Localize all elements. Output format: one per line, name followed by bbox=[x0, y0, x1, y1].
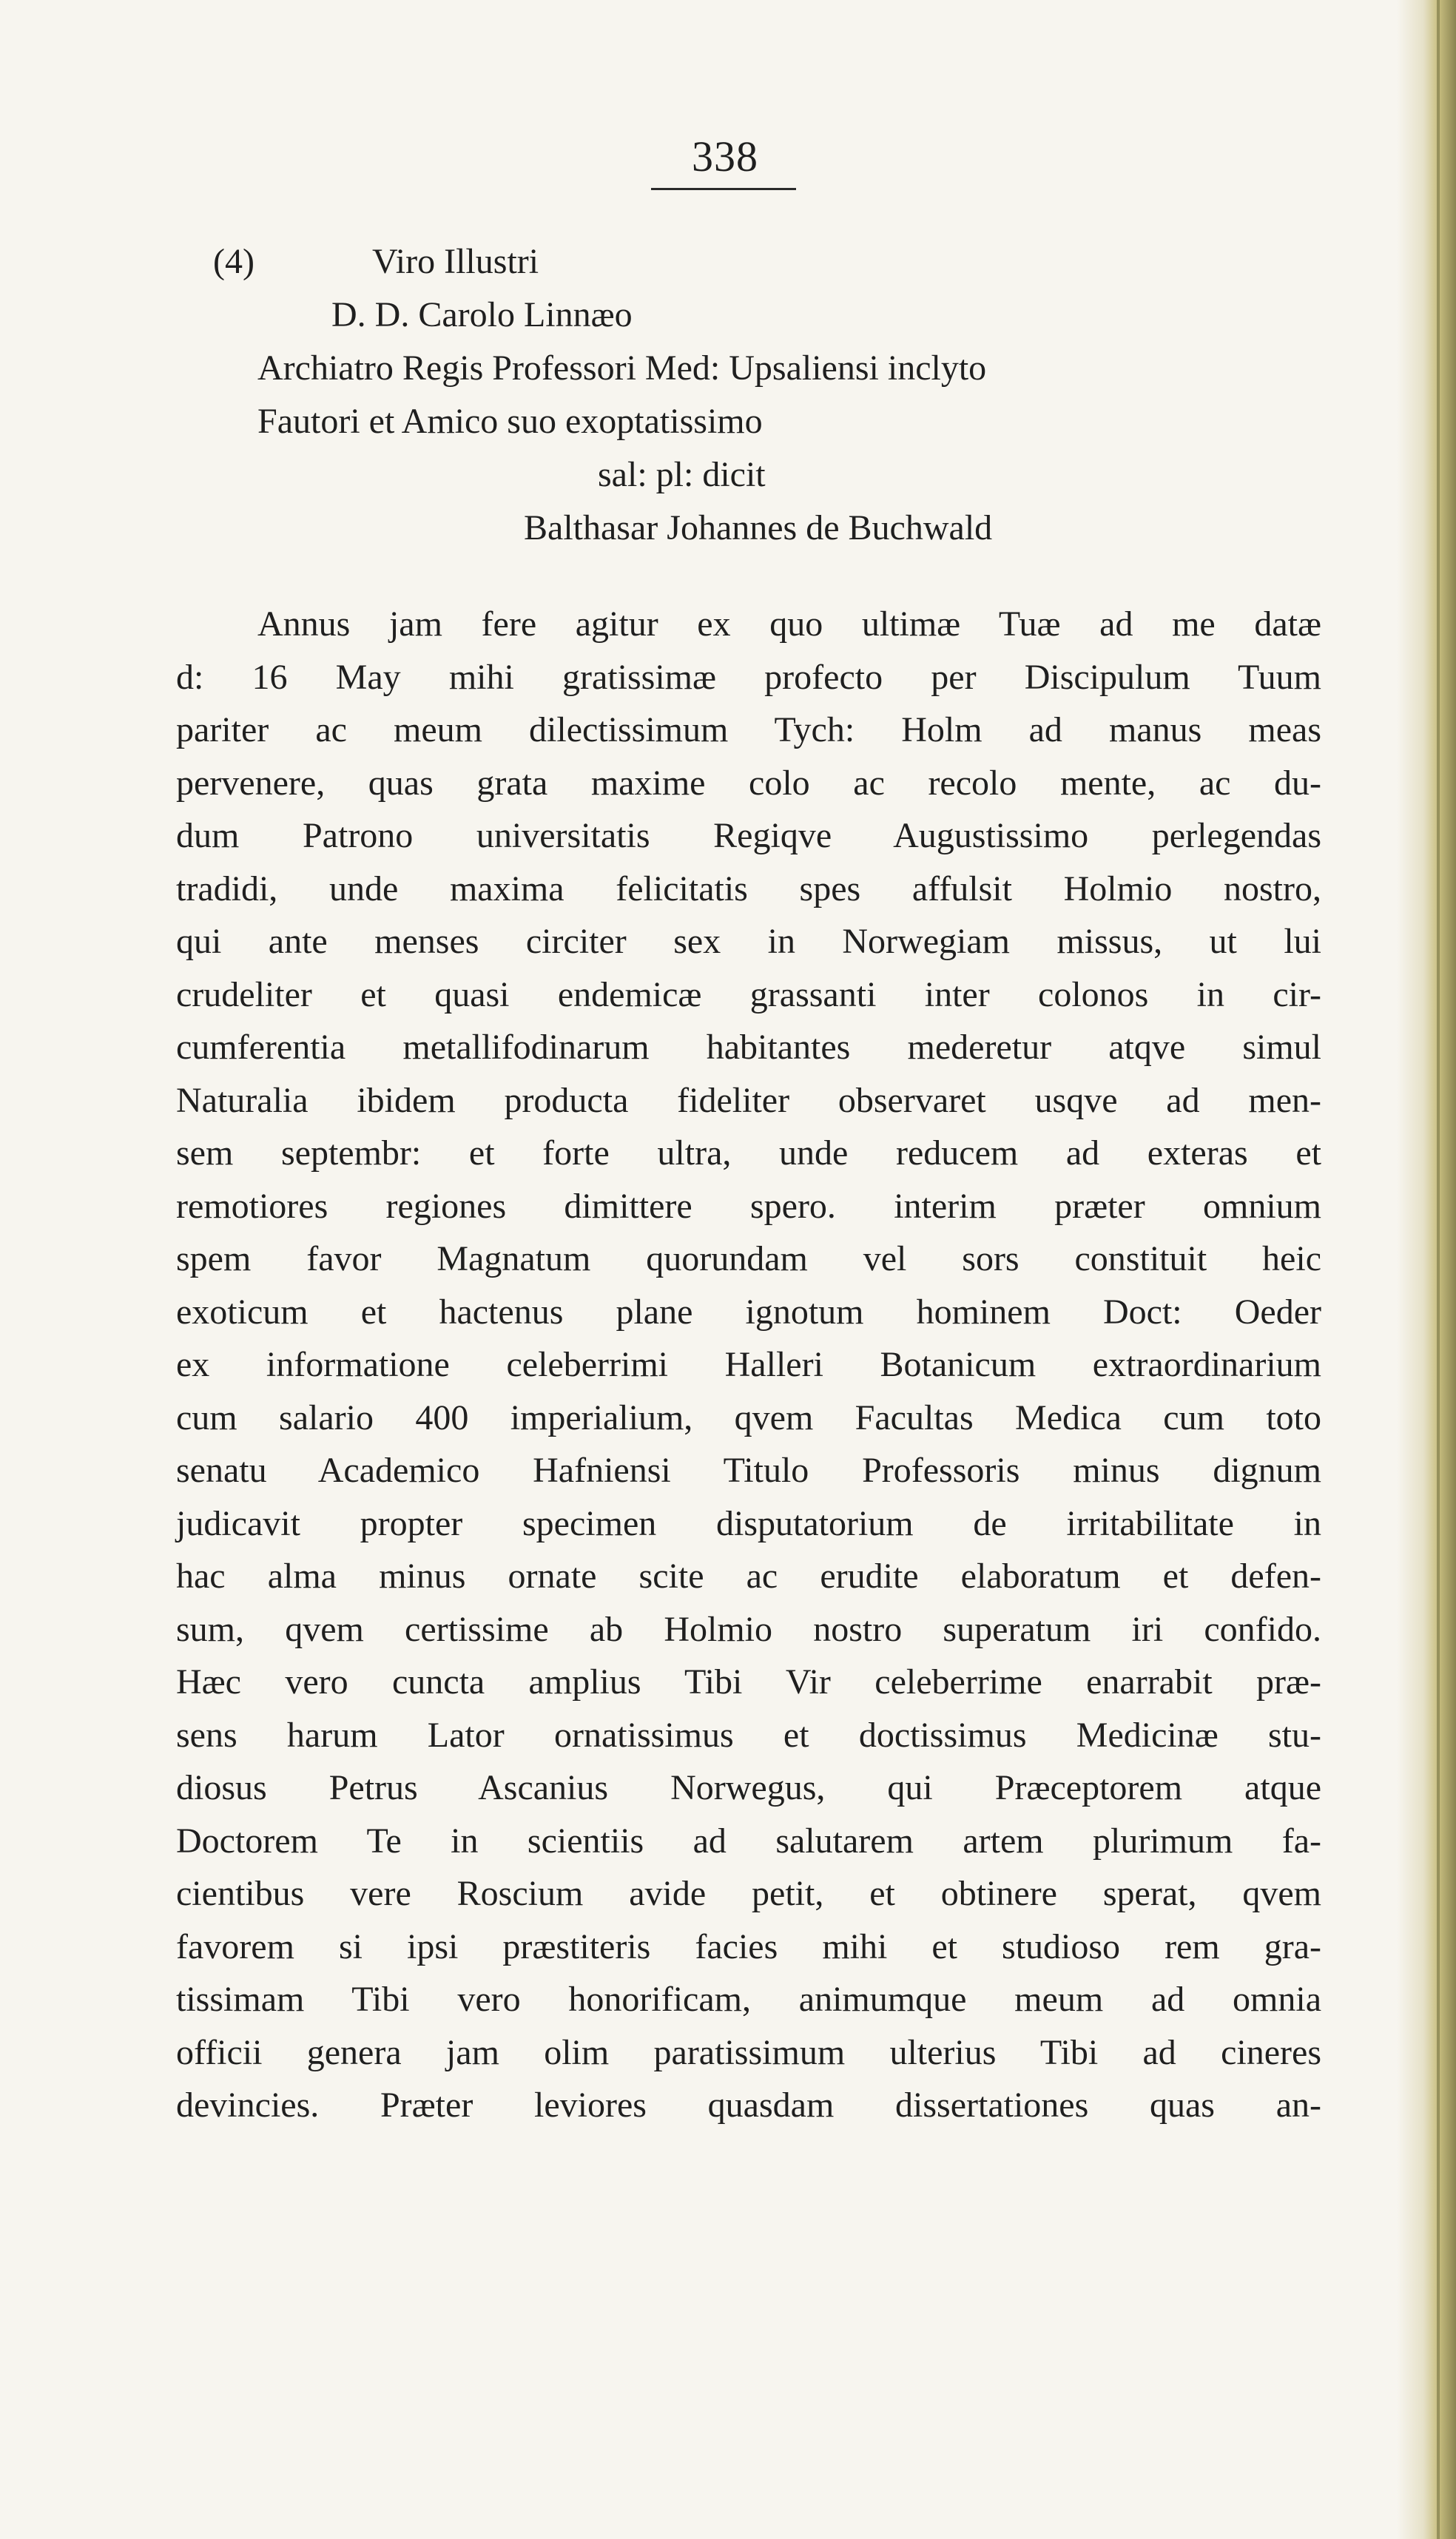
body-line: cientibus vere Roscium avide petit, et obtinere sperat, qvem bbox=[176, 1874, 1321, 1913]
page-edge-shadow bbox=[1397, 0, 1456, 2539]
body-line: pervenere, quas grata maxime colo ac recolo mente, ac du- bbox=[176, 763, 1321, 803]
body-line: Hæc vero cuncta amplius Tibi Vir celeberrime enarrabit præ- bbox=[176, 1662, 1321, 1702]
body-line: exoticum et hactenus plane ignotum hominem Doct: Oeder bbox=[176, 1292, 1321, 1332]
body-line: qui ante menses circiter sex in Norwegiam missus, ut lui bbox=[176, 922, 1321, 961]
body-line: Annus jam fere agitur ex quo ultimæ Tuæ ad me datæ bbox=[257, 604, 1321, 644]
salutation: Viro Illustri bbox=[372, 242, 539, 281]
body-line: Doctorem Te in scientiis ad salutarem artem plurimum fa- bbox=[176, 1821, 1321, 1861]
greeting: sal: pl: dicit bbox=[598, 455, 766, 494]
page-number: 338 bbox=[692, 132, 758, 181]
letter-number: (4) bbox=[213, 242, 255, 281]
body-line: senatu Academico Hafniensi Titulo Professoris minus dignum bbox=[176, 1451, 1321, 1490]
letter-heading bbox=[213, 235, 1286, 555]
body-line: dum Patrono universitatis Regiqve Augustissimo perlegendas bbox=[176, 816, 1321, 855]
body-line: judicavit propter specimen disputatorium de irritabilitate in bbox=[176, 1503, 1321, 1543]
body-line: hac alma minus ornate scite ac erudite elaboratum et defen- bbox=[176, 1557, 1321, 1596]
body-line: sem septembr: et forte ultra, unde reducem ad exteras et bbox=[176, 1133, 1321, 1173]
body-line: diosus Petrus Ascanius Norwegus, qui Præceptorem atque bbox=[176, 1768, 1321, 1807]
body-line: cum salario 400 imperialium, qvem Facultas Medica cum toto bbox=[176, 1397, 1321, 1437]
body-line: remotiores regiones dimittere spero. interim præter omnium bbox=[176, 1186, 1321, 1226]
body-line: favorem si ipsi præstiteris facies mihi et studioso rem gra- bbox=[176, 1926, 1321, 1966]
recipient-relation: Fautori et Amico suo exoptatissimo bbox=[257, 402, 763, 441]
body-line: tissimam Tibi vero honorificam, animumque meum ad omnia bbox=[176, 1980, 1321, 2019]
body-line: tradidi, unde maxima felicitatis spes affulsit Holmio nostro, bbox=[176, 869, 1321, 908]
body-line: spem favor Magnatum quorundam vel sors constituit heic bbox=[176, 1239, 1321, 1278]
body-line: Naturalia ibidem producta fideliter observaret usqve ad men- bbox=[176, 1080, 1321, 1120]
page-edge-line bbox=[1437, 0, 1440, 2539]
body-line: officii genera jam olim paratissimum ulterius Tibi ad cineres bbox=[176, 2032, 1321, 2072]
body-line: sens harum Lator ornatissimus et doctissimus Medicinæ stu- bbox=[176, 1715, 1321, 1755]
body-line: sum, qvem certissime ab Holmio nostro superatum iri confido. bbox=[176, 1609, 1321, 1649]
heading-line-salutation bbox=[213, 235, 1286, 289]
sender: Balthasar Johannes de Buchwald bbox=[524, 508, 993, 547]
recipient-titles: Archiatro Regis Professori Med: Upsaliensi inclyto bbox=[257, 348, 987, 388]
body-line: pariter ac meum dilectissimum Tych: Holm ad manus meas bbox=[176, 710, 1321, 749]
body-line: devincies. Præter leviores quasdam dissertationes quas an- bbox=[176, 2086, 1321, 2125]
body-line: ex informatione celeberrimi Halleri Botanicum extraordinarium bbox=[176, 1345, 1321, 1384]
letter-body bbox=[176, 598, 1321, 2132]
body-line: d: 16 May mihi gratissimæ profecto per Discipulum Tuum bbox=[176, 657, 1321, 697]
body-line: cumferentia metallifodinarum habitantes mederetur atqve simul bbox=[176, 1028, 1321, 1067]
body-line: crudeliter et quasi endemicæ grassanti inter colonos in cir- bbox=[176, 974, 1321, 1014]
recipient: D. D. Carolo Linnæo bbox=[331, 295, 633, 334]
page-number-rule bbox=[651, 188, 796, 190]
